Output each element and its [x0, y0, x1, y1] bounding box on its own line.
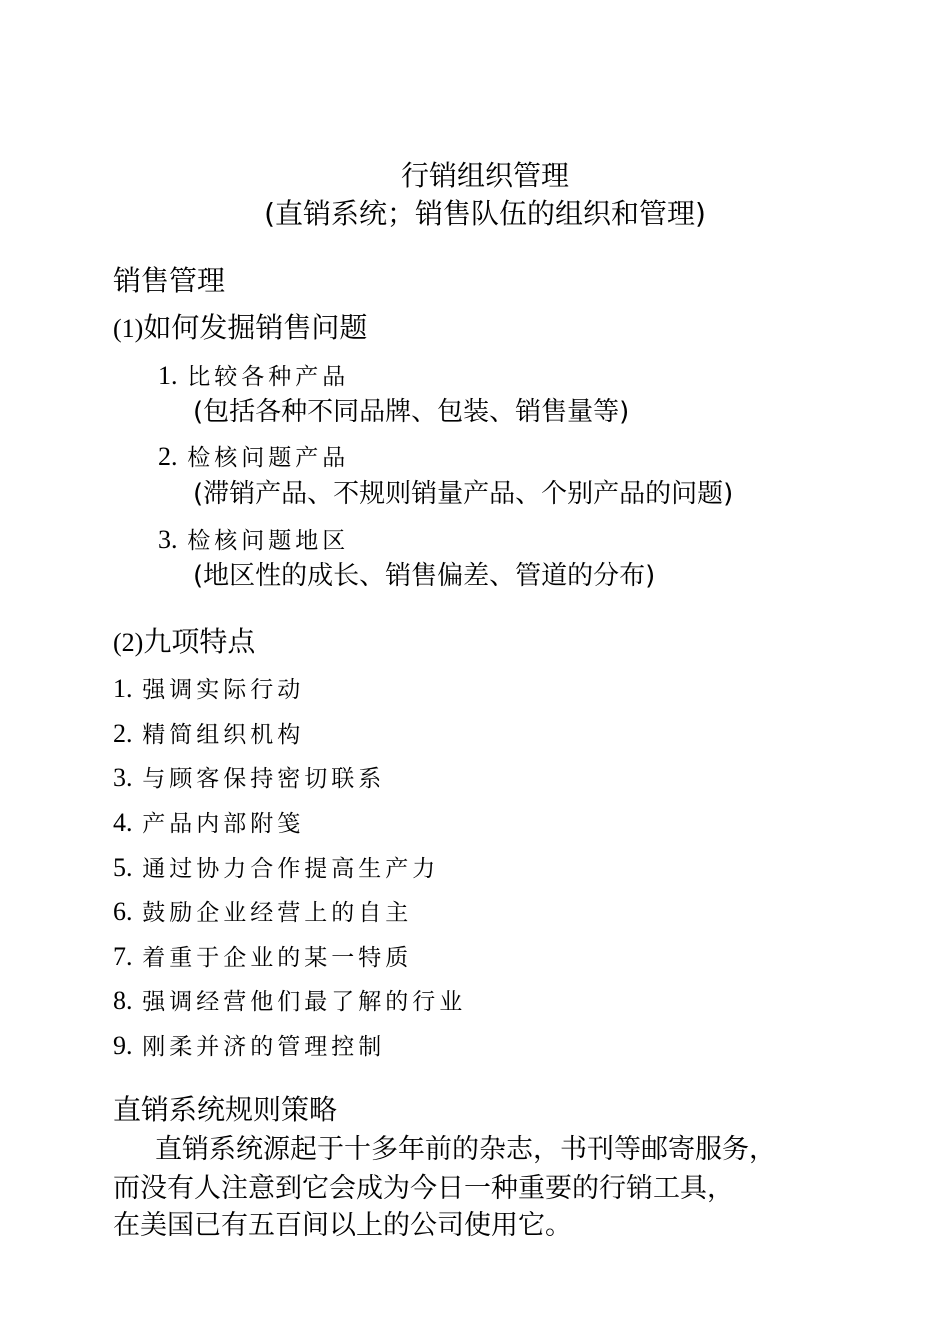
item-text: 检核问题产品: [187, 445, 350, 471]
item-text: 产品内部附笺: [142, 811, 305, 837]
list-item: [158, 363, 349, 389]
list-item: [113, 855, 439, 881]
list-item: [113, 676, 304, 702]
list-item: [113, 988, 466, 1014]
part2-title: 九项特点: [143, 625, 256, 658]
item-number: 6.: [113, 897, 133, 926]
item-text: 通过协力合作提高生产力: [142, 856, 440, 882]
item-detail: (包括各种不同品牌、包装、销售量等): [193, 397, 630, 427]
part1-title: 如何发掘销售问题: [143, 311, 368, 344]
item-text: 强调实际行动: [142, 677, 305, 703]
list-item: [113, 765, 385, 791]
item-detail: (地区性的成长、销售偏差、管道的分布): [193, 561, 656, 591]
list-item: [113, 899, 412, 925]
item-number: 7.: [113, 942, 133, 971]
item-number: 2.: [158, 442, 178, 471]
item-detail: (滞销产品、不规则销量产品、个别产品的问题): [193, 479, 734, 509]
item-number: 2.: [113, 719, 133, 748]
item-text: 鼓励企业经营上的自主: [142, 900, 413, 926]
part1-heading: [113, 311, 368, 344]
item-text: 比较各种产品: [187, 364, 350, 390]
item-number: 5.: [113, 853, 133, 882]
item-text: 刚柔并济的管理控制: [142, 1034, 386, 1060]
part1-number: (1): [113, 314, 144, 343]
list-item: [113, 944, 412, 970]
item-number: 9.: [113, 1031, 133, 1060]
page-title: 行销组织管理: [400, 159, 569, 192]
paragraph-line: 而没有人注意到它会成为今日一种重要的行销工具，: [113, 1173, 734, 1204]
item-number: 4.: [113, 808, 133, 837]
list-item: [113, 721, 304, 747]
list-item: [113, 810, 304, 836]
item-number: 8.: [113, 986, 133, 1015]
item-number: 3.: [113, 763, 133, 792]
part2-number: (2): [113, 628, 144, 657]
item-text: 着重于企业的某一特质: [142, 945, 413, 971]
section-heading-sales-management: 销售管理: [113, 264, 226, 297]
paragraph-line: 直销系统源起于十多年前的杂志，书刊等邮寄服务，: [155, 1134, 776, 1165]
item-text: 精简组织机构: [142, 722, 305, 748]
item-number: 1.: [113, 674, 133, 703]
item-text: 检核问题地区: [187, 528, 350, 554]
part2-heading: [113, 625, 256, 658]
item-text: 强调经营他们最了解的行业: [142, 989, 467, 1015]
item-text: 与顾客保持密切联系: [142, 766, 386, 792]
item-number: 1.: [158, 361, 178, 390]
page-subtitle: (直销系统；销售队伍的组织和管理): [264, 197, 706, 230]
item-number: 3.: [158, 525, 178, 554]
paragraph-line: 在美国已有五百间以上的公司使用它。: [113, 1210, 572, 1241]
list-item: [158, 444, 349, 470]
section-heading-direct-sales: 直销系统规则策略: [113, 1093, 338, 1126]
list-item: [158, 527, 349, 553]
list-item: [113, 1033, 385, 1059]
